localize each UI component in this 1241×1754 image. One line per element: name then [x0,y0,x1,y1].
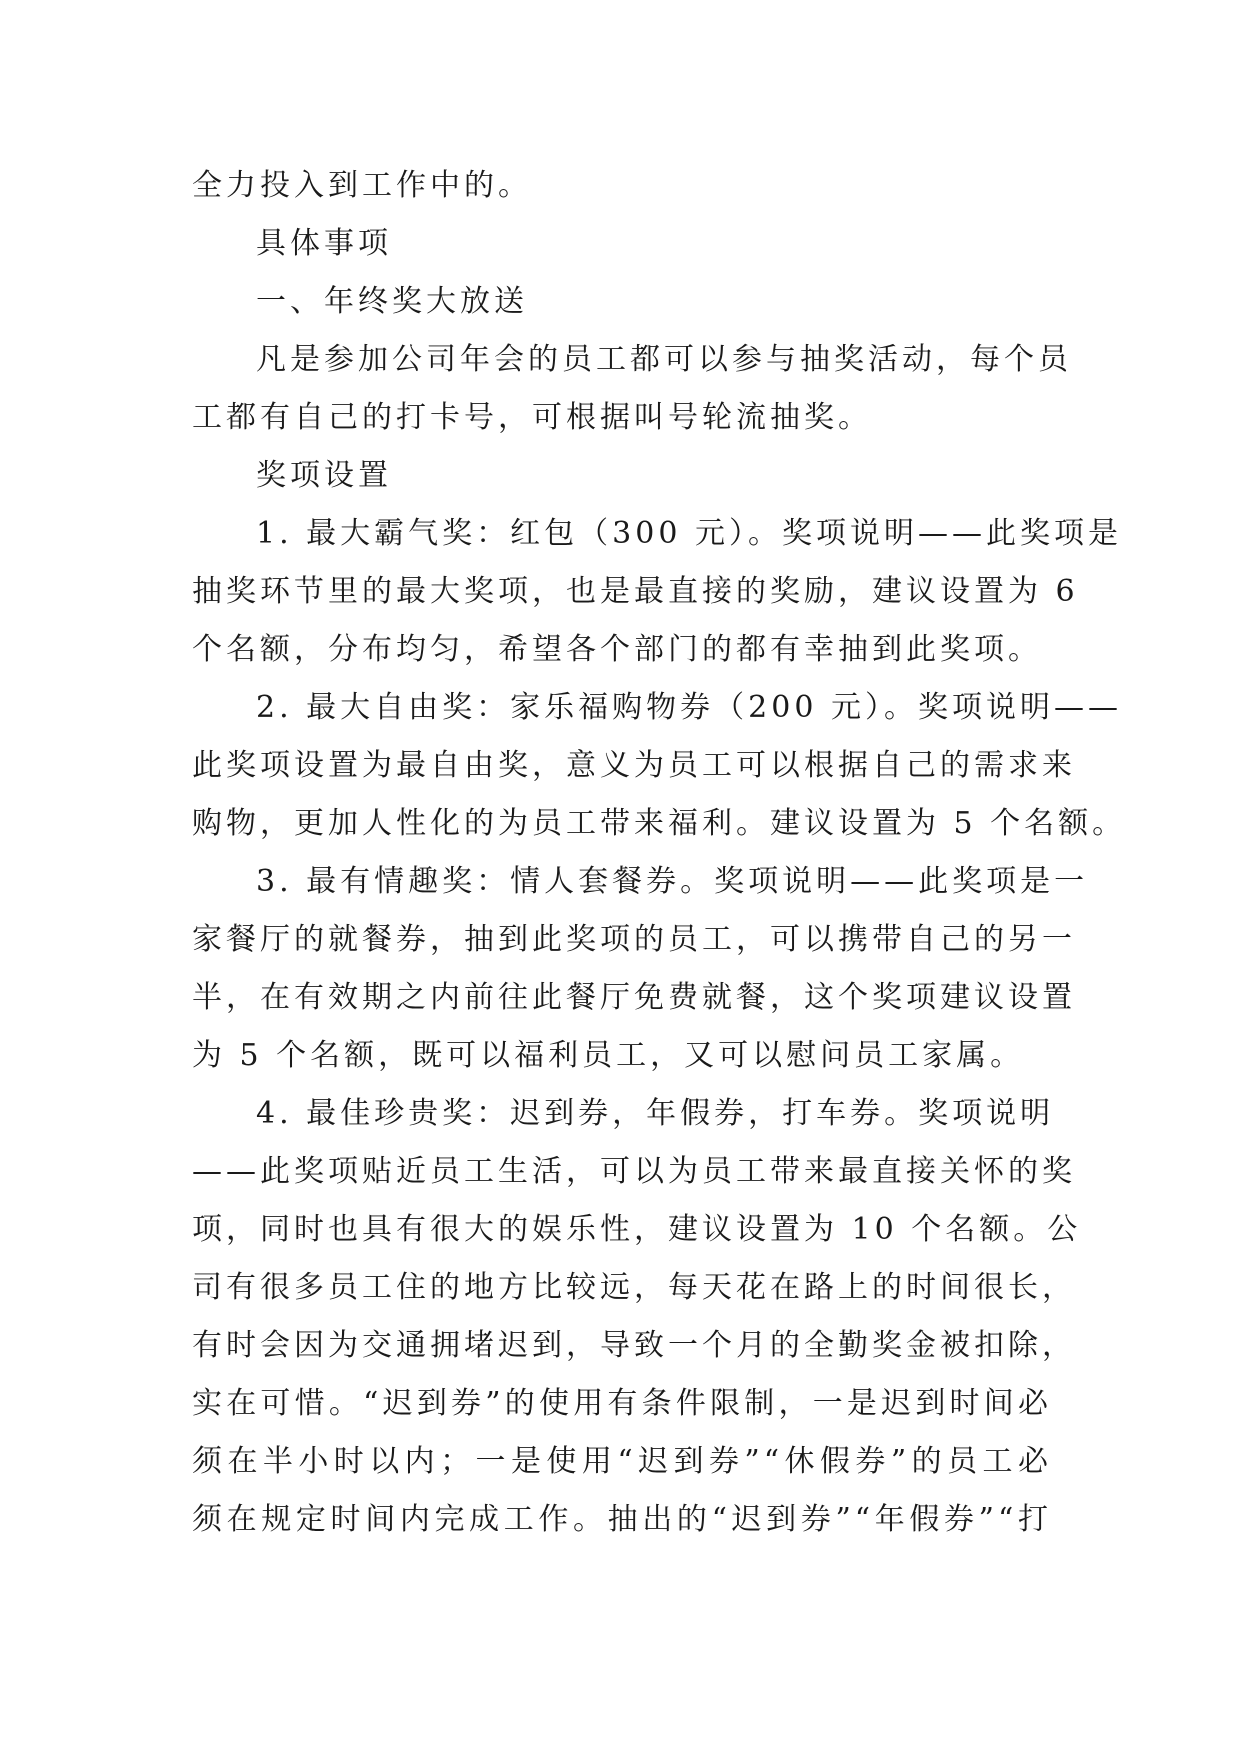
text-line: 项，同时也具有很大的娱乐性，建议设置为 10 个名额。公 [192,1212,1082,1247]
text-line: 购物，更加人性化的为员工带来福利。建议设置为 5 个名额。 [192,806,1127,841]
text-line: 抽奖环节里的最大奖项，也是最直接的奖励，建议设置为 6 [192,574,1079,609]
text-line: 3. 最有情趣奖：情人套餐券。奖项说明——此奖项是一 [256,864,1089,899]
text-line: 2. 最大自由奖：家乐福购物券（200 元）。奖项说明—— [256,690,1122,725]
document-body [192,157,1127,1549]
text-line: 为 5 个名额，既可以福利员工，又可以慰问员工家属。 [192,1038,1025,1073]
text-line: 工都有自己的打卡号，可根据叫号轮流抽奖。 [192,400,872,435]
text-line: 此奖项设置为最自由奖，意义为员工可以根据自己的需求来 [192,748,1076,783]
text-line: 凡是参加公司年会的员工都可以参与抽奖活动，每个员 [256,342,1072,377]
text-line: 有时会因为交通拥堵迟到，导致一个月的全勤奖金被扣除， [192,1328,1076,1363]
text-line: 须在规定时间内完成工作。抽出的“迟到券”“年假券”“打 [192,1502,1052,1537]
text-line: 全力投入到工作中的。 [192,168,532,203]
text-line: 个名额，分布均匀，希望各个部门的都有幸抽到此奖项。 [192,632,1042,667]
text-line: 1. 最大霸气奖：红包（300 元）。奖项说明——此奖项是 [256,516,1122,551]
text-line: 4. 最佳珍贵奖：迟到券，年假券，打车券。奖项说明 [256,1096,1055,1131]
text-line: 实在可惜。“迟到券”的使用有条件限制，一是迟到时间必 [192,1386,1052,1421]
text-line: 半，在有效期之内前往此餐厅免费就餐，这个奖项建议设置 [192,980,1076,1015]
text-line: 家餐厅的就餐券，抽到此奖项的员工，可以携带自己的另一 [192,922,1076,957]
text-line: 奖项设置 [256,458,392,493]
text-line: 一、年终奖大放送 [256,284,528,319]
text-line: 须在半小时以内；一是使用“迟到券”“休假券”的员工必 [192,1444,1052,1479]
text-line: 具体事项 [256,226,392,261]
text-line: 司有很多员工住的地方比较远，每天花在路上的时间很长， [192,1270,1076,1305]
text-line: ——此奖项贴近员工生活，可以为员工带来最直接关怀的奖 [192,1154,1076,1189]
